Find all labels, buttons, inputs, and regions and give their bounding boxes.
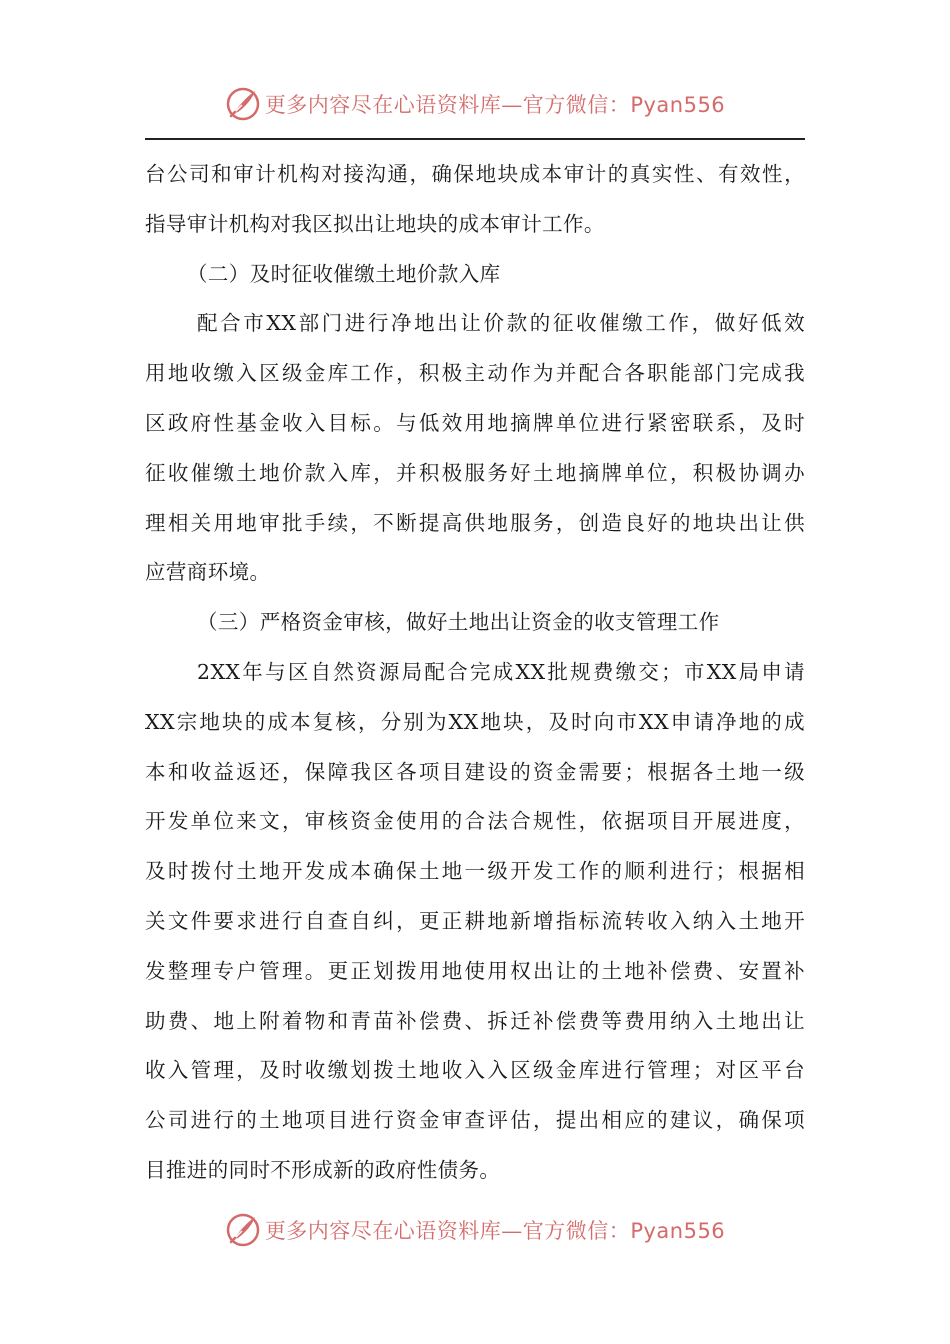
quill-logo-icon (225, 1212, 261, 1248)
text-line: 助费、地上附着物和青苗补偿费、拆迁补偿费等费用纳入土地出让 (145, 1008, 805, 1033)
quill-logo-icon (225, 86, 261, 122)
document-body (145, 150, 805, 1196)
text-line: 开发单位来文，审核资金使用的合法合规性，依据项目开展进度， (145, 809, 805, 834)
text-line: 发整理专户管理。更正划拨用地使用权出让的土地补偿费、安置补 (145, 958, 805, 983)
text-line: 公司进行的土地项目进行资金审查评估，提出相应的建议，确保项 (145, 1108, 805, 1133)
text-line: 用地收缴入区级金库工作，积极主动作为并配合各职能部门完成我 (145, 361, 805, 386)
text-line: 收入管理，及时收缴划拨土地收入入区级金库进行管理；对区平台 (145, 1058, 805, 1083)
text-line: 应营商环境。 (145, 560, 271, 585)
text-line: 区政府性基金收入目标。与低效用地摘牌单位进行紧密联系，及时 (145, 410, 805, 435)
text-line: XX宗地块的成本复核，分别为XX地块，及时向市XX申请净地的成 (145, 709, 805, 734)
watermark-footer (0, 1208, 950, 1252)
header-rule (145, 138, 805, 140)
text-line: 关文件要求进行自查自纠，更正耕地新增指标流转收入纳入土地开 (145, 908, 805, 933)
text-line: 目推进的同时不形成新的政府性债务。 (145, 1157, 501, 1182)
text-line: 指导审计机构对我区拟出让地块的成本审计工作。 (145, 211, 605, 236)
watermark-text: 更多内容尽在心语资料库—官方微信：Pyan556 (264, 93, 726, 117)
section-heading: （三）严格资金审核，做好土地出让资金的收支管理工作 (197, 610, 720, 635)
text-line: 理相关用地审批手续，不断提高供地服务，创造良好的地块出让供 (145, 510, 805, 535)
text-line: 2XX年与区自然资源局配合完成XX批规费缴交；市XX局申请 (197, 659, 805, 684)
text-line: 及时拨付土地开发成本确保土地一级开发工作的顺利进行；根据相 (145, 859, 805, 884)
watermark-header (0, 82, 950, 126)
text-line: 配合市XX部门进行净地出让价款的征收催缴工作，做好低效 (197, 311, 805, 336)
text-line: 征收催缴土地价款入库，并积极服务好土地摘牌单位，积极协调办 (145, 460, 805, 485)
text-line: 台公司和审计机构对接沟通，确保地块成本审计的真实性、有效性， (145, 162, 805, 186)
text-line: 本和收益返还，保障我区各项目建设的资金需要；根据各土地一级 (145, 759, 805, 784)
watermark-text: 更多内容尽在心语资料库—官方微信：Pyan556 (264, 1219, 726, 1243)
section-heading: （二）及时征收催缴土地价款入库 (187, 261, 501, 286)
